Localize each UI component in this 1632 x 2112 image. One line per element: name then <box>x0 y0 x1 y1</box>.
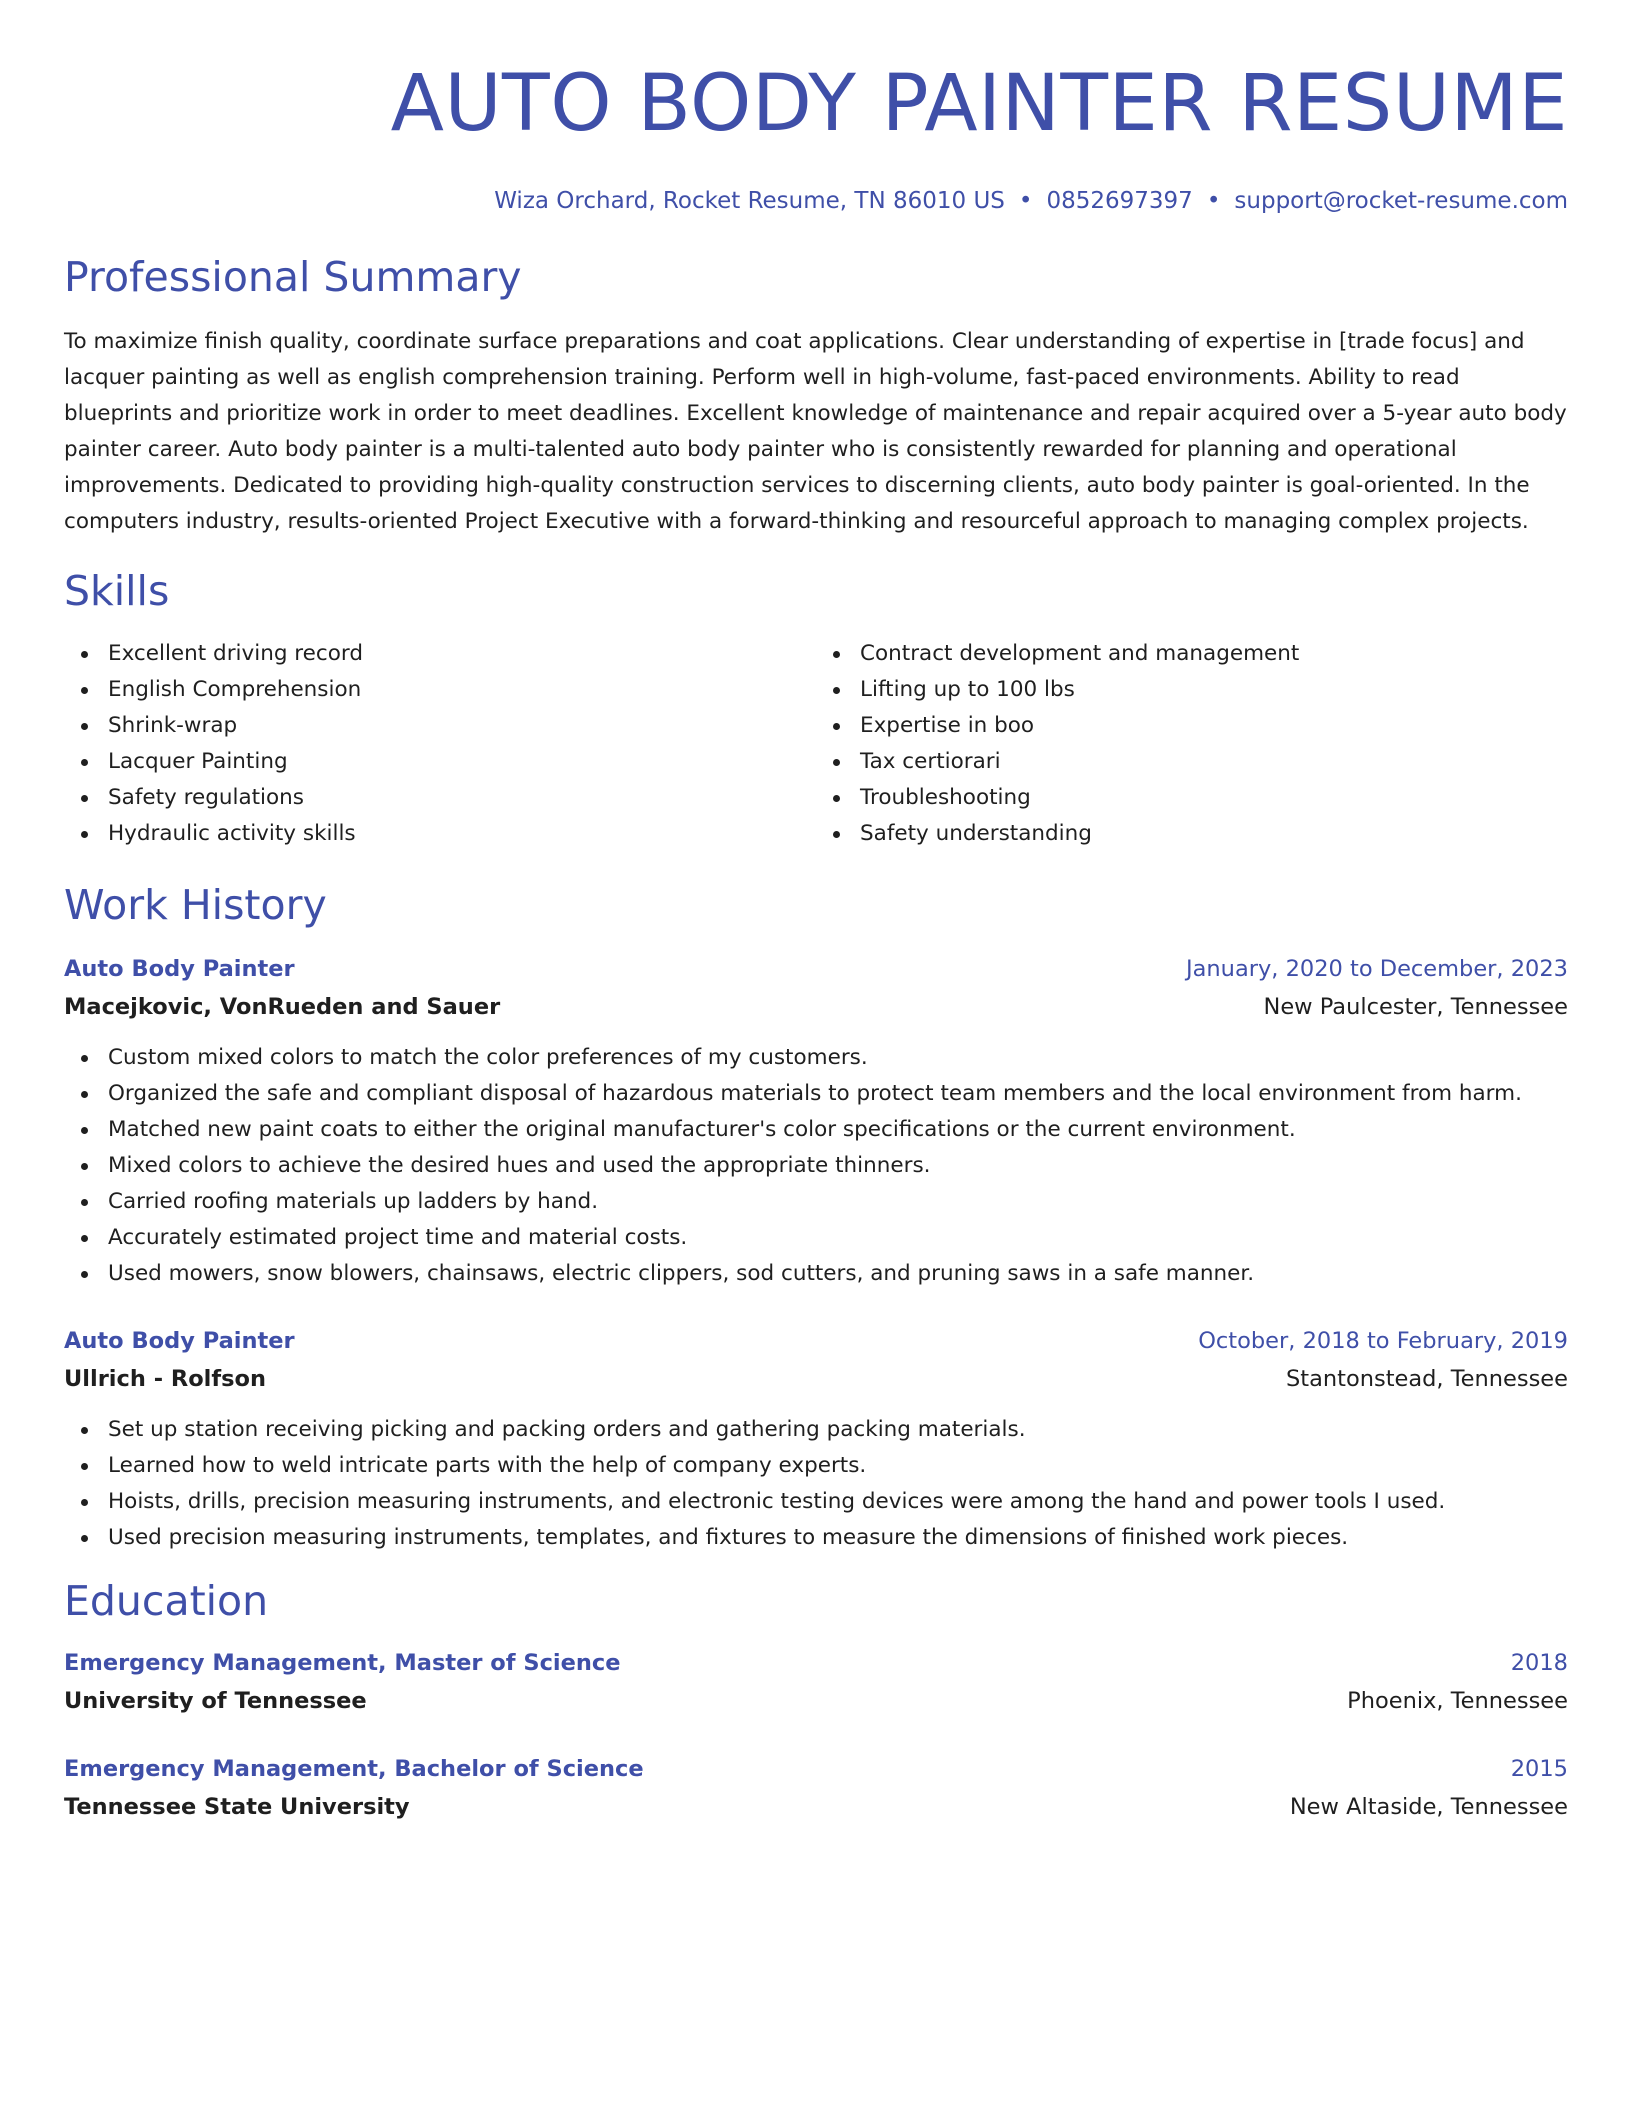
education-school: University of Tennessee <box>64 1688 367 1714</box>
job-duty: Used precision measuring instruments, templates, and fixtures to measure the dimensions of finished work pieces. <box>108 1520 1568 1556</box>
contact-address: Wiza Orchard, Rocket Resume, TN 86010 US <box>494 188 1005 214</box>
job-dates: October, 2018 to February, 2019 <box>1198 1328 1568 1354</box>
summary-text: To maximize finish quality, coordinate surface preparations and coat applications. Clear understanding of expertise in [trade focus] and lacquer painting as well as english comprehension training. Perform well in high-volume, fast-paced environments. Ability to read blueprints and prioritize work in order to meet deadlines. Excellent knowledge of maintenance and repair acquired over a 5-year auto body painter career. Auto body painter is a multi-talented auto body painter who is consistently rewarded for planning and operational improvements. Dedicated to providing high-quality construction services to discerning clients, auto body painter is goal-oriented. In the computers industry, results-oriented Project Executive with a forward-thinking and resourceful approach to managing complex projects. <box>64 329 1567 534</box>
education-entry-header <box>64 1644 1568 1682</box>
skills-grid <box>64 636 1568 852</box>
skill-item: Safety regulations <box>108 780 816 816</box>
resume-header <box>64 56 1568 216</box>
job-duty: Organized the safe and compliant disposal of hazardous materials to protect team members and the local environment from harm. <box>108 1076 1568 1112</box>
education-year: 2015 <box>1510 1756 1568 1782</box>
education-degree: Emergency Management, Bachelor of Science <box>64 1756 644 1782</box>
education-entry-subheader <box>64 1788 1568 1826</box>
work-entry-header <box>64 950 1568 988</box>
job-duty: Carried roofing materials up ladders by hand. <box>108 1184 1568 1220</box>
skill-item: English Comprehension <box>108 672 816 708</box>
resume-title: AUTO BODY PAINTER RESUME <box>390 59 1568 149</box>
job-duty: Used mowers, snow blowers, chainsaws, electric clippers, sod cutters, and pruning saws in a safe manner. <box>108 1256 1568 1292</box>
education-entry <box>64 1750 1568 1826</box>
work-history-heading: Work History <box>64 881 327 929</box>
education-entry-header <box>64 1750 1568 1788</box>
skill-item: Shrink-wrap <box>108 708 816 744</box>
job-duty: Set up station receiving picking and packing orders and gathering packing materials. <box>108 1412 1568 1448</box>
skill-item: Hydraulic activity skills <box>108 816 816 852</box>
job-dates: January, 2020 to December, 2023 <box>1186 956 1568 982</box>
contact-separator: • <box>1018 188 1033 214</box>
job-duty: Learned how to weld intricate parts with the help of company experts. <box>108 1448 1568 1484</box>
education-entry-subheader <box>64 1682 1568 1720</box>
education-degree: Emergency Management, Master of Science <box>64 1650 621 1676</box>
skills-column-right <box>816 636 1568 852</box>
skill-item: Tax certiorari <box>860 744 1568 780</box>
work-entry-subheader <box>64 988 1568 1026</box>
education-year: 2018 <box>1510 1650 1568 1676</box>
job-duty: Hoists, drills, precision measuring instruments, and electronic testing devices were among the hand and power tools I used. <box>108 1484 1568 1520</box>
contact-line <box>64 186 1568 216</box>
education-school: Tennessee State University <box>64 1794 410 1820</box>
job-duty: Custom mixed colors to match the color preferences of my customers. <box>108 1040 1568 1076</box>
skill-item: Expertise in boo <box>860 708 1568 744</box>
job-location: New Paulcester, Tennessee <box>1263 994 1568 1020</box>
skill-item: Excellent driving record <box>108 636 816 672</box>
work-entry <box>64 1322 1568 1556</box>
education-location: New Altaside, Tennessee <box>1289 1794 1568 1820</box>
skill-item: Troubleshooting <box>860 780 1568 816</box>
work-entry <box>64 950 1568 1292</box>
job-duty: Matched new paint coats to either the original manufacturer's color specifications or the current environment. <box>108 1112 1568 1148</box>
job-duty: Accurately estimated project time and material costs. <box>108 1220 1568 1256</box>
job-duties <box>64 1412 1568 1556</box>
contact-email: support@rocket-resume.com <box>1234 188 1568 214</box>
education-entry <box>64 1644 1568 1720</box>
education-heading: Education <box>64 1577 269 1625</box>
job-company: Ullrich - Rolfson <box>64 1366 267 1392</box>
job-company: Macejkovic, VonRueden and Sauer <box>64 994 501 1020</box>
contact-separator: • <box>1206 188 1221 214</box>
summary-heading: Professional Summary <box>64 253 522 301</box>
skill-item: Lifting up to 100 lbs <box>860 672 1568 708</box>
work-entry-header <box>64 1322 1568 1360</box>
skill-item: Lacquer Painting <box>108 744 816 780</box>
job-role: Auto Body Painter <box>64 956 295 982</box>
education-location: Phoenix, Tennessee <box>1347 1688 1568 1714</box>
job-location: Stantonstead, Tennessee <box>1285 1366 1568 1392</box>
skill-item: Safety understanding <box>860 816 1568 852</box>
job-duties <box>64 1040 1568 1292</box>
contact-phone: 0852697397 <box>1046 188 1193 214</box>
skills-heading: Skills <box>64 567 170 615</box>
skills-column-left <box>64 636 816 852</box>
skill-item: Contract development and management <box>860 636 1568 672</box>
job-role: Auto Body Painter <box>64 1328 295 1354</box>
work-entry-subheader <box>64 1360 1568 1398</box>
job-duty: Mixed colors to achieve the desired hues and used the appropriate thinners. <box>108 1148 1568 1184</box>
